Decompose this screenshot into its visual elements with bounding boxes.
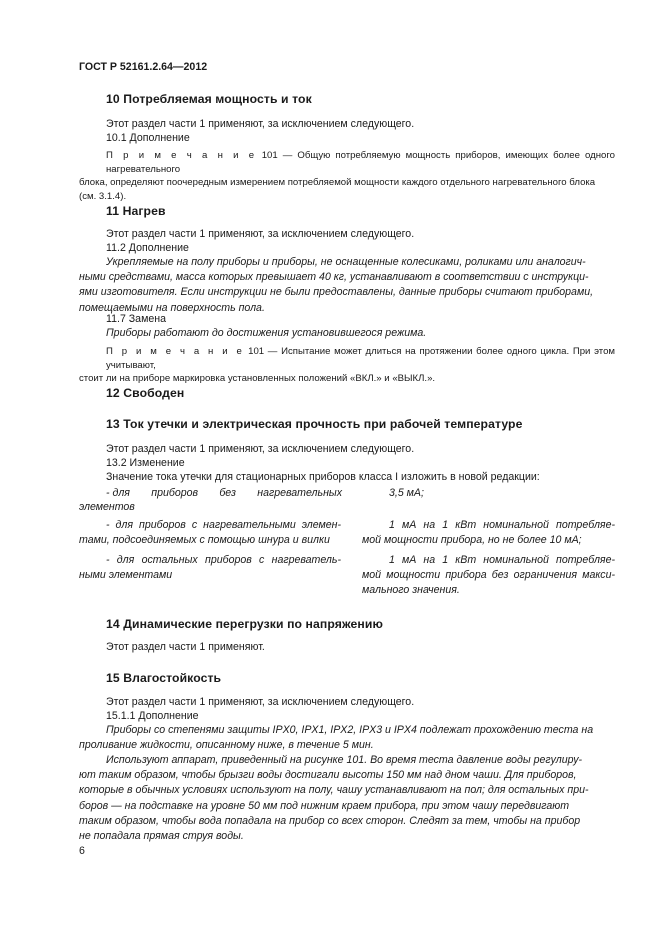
text-line: тами, подсоединяемых с помощью шнура и вилки xyxy=(79,534,330,547)
s11-italic-paragraph xyxy=(79,255,615,316)
text-line: 1 мА на 1 кВт номинальной потребляе- xyxy=(389,519,615,531)
document-header: ГОСТ Р 52161.2.64—2012 xyxy=(79,61,208,73)
text-line: проливание жидкости, описанному ниже, в течение 5 мин. xyxy=(79,739,374,752)
leakage-row-1-left-cont: элементов xyxy=(79,501,135,513)
s15-paragraph-a xyxy=(79,723,615,753)
word: нагревательных xyxy=(257,487,342,499)
text-line: Используют аппарат, приведенный на рисунке 101. Во время теста давление воды регулиру- xyxy=(106,754,583,766)
text-line: ют таким образом, чтобы брызги воды достигали высоты 150 мм над дном чаши. Для приборов, xyxy=(79,769,577,782)
leakage-row-3-value xyxy=(362,553,615,599)
text-line: мального значения. xyxy=(362,584,460,597)
text-line: мой мощности прибора без ограничения макси- xyxy=(362,569,615,582)
note-label: П р и м е ч а н и е xyxy=(106,346,245,357)
s10-subclause: 10.1 Дополнение xyxy=(106,132,190,144)
text-line: которые в обычных условиях используют на полу, чашу устанавливают на пол; для остальных при- xyxy=(79,784,589,797)
word: - для xyxy=(106,487,130,499)
section-11-title: 11 Нагрев xyxy=(106,204,166,218)
s10-paragraph: Этот раздел части 1 применяют, за исключением следующего. xyxy=(106,118,415,130)
text-line: боров — на подставке на уровне 50 мм под нижним краем прибора, при этом чашу передвигают xyxy=(79,799,570,812)
text-line: - для остальных приборов с нагреватель- xyxy=(106,554,341,566)
leakage-row-2-value xyxy=(362,518,615,548)
word: приборов xyxy=(151,487,199,499)
s15-subclause: 15.1.1 Дополнение xyxy=(106,710,199,722)
section-14-title: 14 Динамические перегрузки по напряжению xyxy=(106,617,383,631)
text-line: таким образом, чтобы вода попадала на прибор со всех сторон. Следят за тем, чтобы на прибор xyxy=(79,814,581,827)
text-line: - для приборов с нагревательными элемен- xyxy=(106,519,341,531)
section-12-title: 12 Свободен xyxy=(106,386,185,400)
s13-paragraph: Этот раздел части 1 применяют, за исключением следующего. xyxy=(106,443,415,455)
text-line: ными средствами, масса которых превышает 40 кг, устанавливают в соответствии с инструкци- xyxy=(79,271,589,284)
s13-intro: Значение тока утечки для стационарных приборов класса I изложить в новой редакции: xyxy=(106,471,540,483)
s15-paragraph-b xyxy=(79,753,615,844)
s11-paragraph: Этот раздел части 1 применяют, за исключением следующего. xyxy=(106,228,415,240)
s11-note xyxy=(79,345,615,386)
text-line: ными элементами xyxy=(79,569,173,582)
note-label: П р и м е ч а н и е xyxy=(106,150,257,161)
s11-subclause-7: 11.7 Замена xyxy=(106,313,166,325)
s11-italic-line: Приборы работают до достижения установившегося режима. xyxy=(106,327,427,339)
s10-note xyxy=(79,149,615,203)
section-15-title: 15 Влагостойкость xyxy=(106,671,222,685)
page-number: 6 xyxy=(79,845,85,857)
text-line: Укрепляемые на полу приборы и приборы, не оснащенные колесиками, роликами или аналогич- xyxy=(106,256,586,268)
s11-subclause-2: 11.2 Дополнение xyxy=(106,242,189,254)
s15-paragraph: Этот раздел части 1 применяют, за исключением следующего. xyxy=(106,696,415,708)
note-text: стоит ли на приборе маркировка установленных положений «ВКЛ.» и «ВЫКЛ.». xyxy=(79,373,436,384)
section-13-title: 13 Ток утечки и электрическая прочность при рабочей температуре xyxy=(106,417,523,431)
s13-subclause: 13.2 Изменение xyxy=(106,457,185,469)
text-line: не попадала прямая струя воды. xyxy=(79,830,244,843)
note-text: блока, определяют поочередным измерением потребляемой мощности каждого отдельного нагревательного блока xyxy=(79,177,596,188)
s14-paragraph: Этот раздел части 1 применяют. xyxy=(106,641,265,653)
leakage-row-1-left xyxy=(106,486,342,501)
leakage-row-3-left xyxy=(79,553,341,583)
leakage-row-2-left xyxy=(79,518,341,548)
text-line: ями изготовителя. Если инструкции не были предоставлены, данные приборы считают приборами, xyxy=(79,286,594,299)
text-line: помещаемыми на поверхность пола. xyxy=(79,301,265,314)
note-text: (см. 3.1.4). xyxy=(79,190,127,202)
word: без xyxy=(219,487,236,499)
note-text: 101 — Общую потребляемую мощность приборов, имеющих более одного нагревательного xyxy=(106,150,615,175)
text-line: мой мощности прибора, но не более 10 мА; xyxy=(362,534,582,547)
section-10-title: 10 Потребляемая мощность и ток xyxy=(106,92,312,106)
text-line: 1 мА на 1 кВт номинальной потребляе- xyxy=(389,554,615,566)
note-text: 101 — Испытание может длиться на протяжении более одного цикла. При этом учитывают, xyxy=(106,346,615,371)
leakage-row-1-value: 3,5 мА; xyxy=(389,487,424,499)
text-line: Приборы со степенями защиты IPX0, IPX1, IPX2, IPX3 и IPX4 подлежат прохождению теста на xyxy=(106,724,594,736)
